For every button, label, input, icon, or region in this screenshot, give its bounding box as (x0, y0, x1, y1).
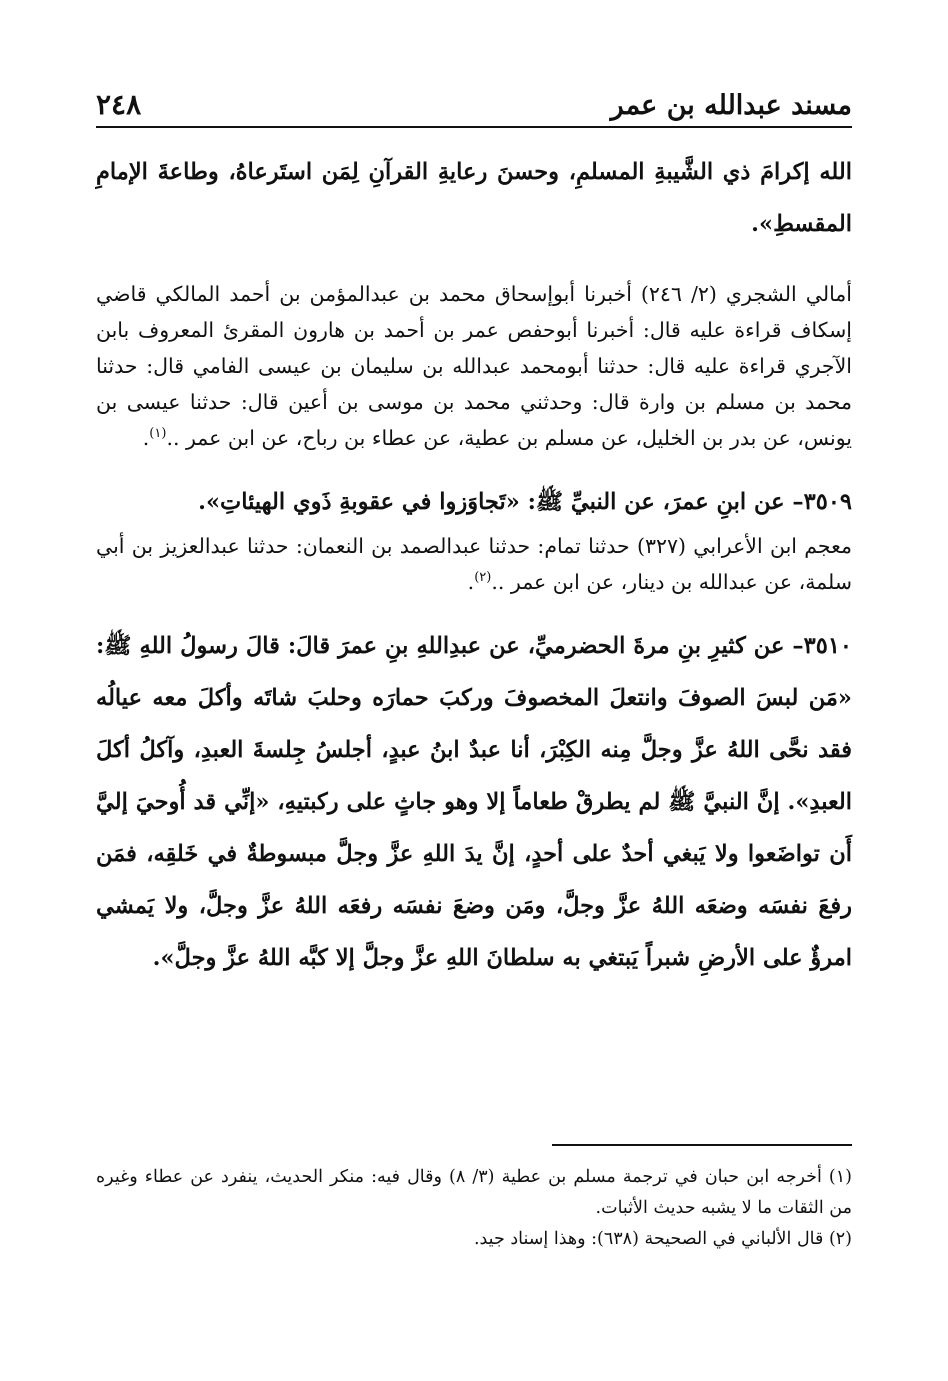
footnote-ref-1: (١) (149, 426, 167, 442)
hadith-3510: ٣٥١٠– عن كثيرِ بنِ مرةَ الحضرميِّ، عن عبدِاللهِ بنِ عمرَ قالَ: قالَ رسولُ اللهِ ﷺ: «مَن لبسَ الصوفَ وانتعلَ المخصوفَ وركبَ حمارَه وحلبَ شاتَه وأكلَ معه عيالُه فقد نحَّى اللهُ عزَّ وجلَّ مِنه الكِبْرَ، أنا عبدٌ ابنُ عبدٍ، أجلسُ جِلسةَ العبدِ، وآكلُ أكلَ العبدِ». إنَّ النبيَّ ﷺ لم يطرقْ طعاماً إلا وهو جاثٍ على ركبتيهِ، «إنِّي قد أُوحيَ إليَّ أَن تواضَعوا ولا يَبغي أحدٌ على أحدٍ، إنَّ يدَ اللهِ عزَّ وجلَّ مبسوطةٌ في خَلقِه، فمَن رفعَ نفسَه وضعَه اللهُ عزَّ وجلَّ، ومَن وضعَ نفسَه رفعَه اللهُ عزَّ وجلَّ، ولا يَمشي امرؤٌ على الأرضِ شبراً يَبتغي به سلطانَ اللهِ عزَّ وجلَّ إلا كبَّه اللهُ عزَّ وجلَّ». (96, 633, 852, 971)
hadith-3509: ٣٥٠٩– عن ابنِ عمرَ، عن النبيِّ ﷺ: «تَجاوَزوا في عقوبةِ ذَوي الهيئاتِ». (198, 489, 852, 515)
hadith-continuation: الله إكرامَ ذي الشَّيبةِ المسلمِ، وحسنَ رعايةِ القرآنِ لِمَن استَرعاهُ، وطاعةَ الإمامِ المقسطِ». (96, 159, 852, 237)
main-text (96, 146, 852, 984)
source-chain-paragraph-2: معجم ابن الأعرابي (٣٢٧) حدثنا تمام: حدثنا عبدالصمد بن النعمان: حدثنا عبدالعزيز بن أبي سلمة، عن عبدالله بن دينار، عن ابن عمر ..$^{(٢)}$. (96, 534, 853, 594)
footnote-divider (552, 1144, 852, 1146)
footnote-1: (١) أخرجه ابن حبان في ترجمة مسلم بن عطية (٣/ ٨) وقال فيه: منكر الحديث، ينفرد عن عطاء وغيره من الثقات ما لا يشبه حديث الأثبات. (96, 1167, 852, 1218)
running-header (96, 86, 852, 128)
source-chain-text-2: معجم ابن الأعرابي (٣٢٧) حدثنا تمام: حدثنا عبدالصمد بن النعمان: حدثنا عبدالعزيز بن أبي سلمة، عن عبدالله بن دينار، عن ابن عمر .. (96, 534, 853, 594)
footnotes (96, 1162, 852, 1255)
header-title: مسند عبدالله بن عمر (610, 90, 852, 121)
page-number: ٢٤٨ (96, 88, 142, 121)
footnote-ref-2: (٢) (474, 570, 492, 586)
footnote-2: (٢) قال الألباني في الصحيحة (٦٣٨): وهذا إسناد جيد. (473, 1229, 852, 1249)
source-chain-text: أمالي الشجري (٢/ ٢٤٦) أخبرنا أبوإسحاق محمد بن عبدالمؤمن بن أحمد المالكي قاضي إسكاف قراءة عليه قال: أخبرنا أبوحفص عمر بن أحمد بن هارون المقرئ المعروف بابن الآجري قراءة عليه قال: حدثنا أبومحمد عبدالله بن سليمان بن عيسى الفامي قال: حدثنا محمد بن مسلم بن وارة قال: وحدثني محمد بن موسى بن أعين قال: حدثنا عيسى بن يونس، عن بدر بن الخليل، عن مسلم بن عطية، عن عطاء بن رباح، عن ابن عمر .. (96, 282, 852, 450)
source-chain-paragraph: أمالي الشجري (٢/ ٢٤٦) أخبرنا أبوإسحاق محمد بن عبدالمؤمن بن أحمد المالكي قاضي إسكاف قراءة عليه قال: أخبرنا أبوحفص عمر بن أحمد بن هارون المقرئ المعروف بابن الآجري قراءة عليه قال: حدثنا أبومحمد عبدالله بن سليمان بن عيسى الفامي قال: حدثنا محمد بن مسلم بن وارة قال: وحدثني محمد بن موسى بن أعين قال: حدثنا عيسى بن يونس، عن بدر بن الخليل، عن مسلم بن عطية، عن عطاء بن رباح، عن ابن عمر ..$^{(١)}$. (96, 282, 852, 450)
